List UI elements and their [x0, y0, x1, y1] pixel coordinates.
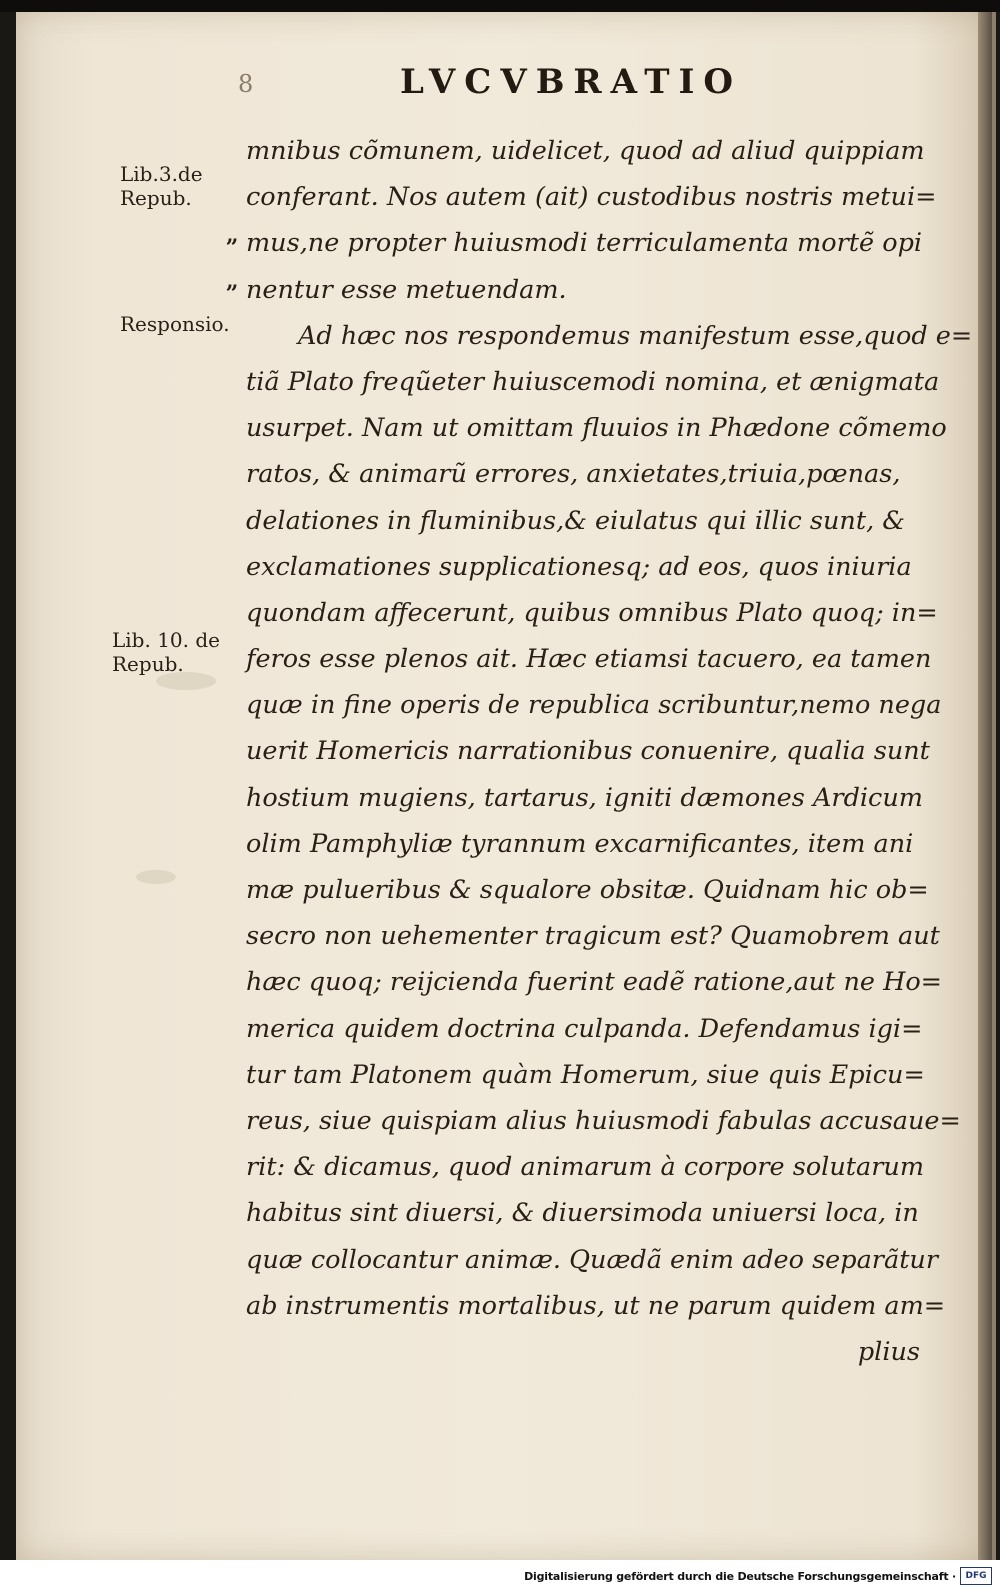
text-line: Ad hæc nos respondemus manifestum esse,quod e=: [298, 320, 973, 351]
text-line: ab instrumentis mortalibus, ut ne parum quidem am=: [246, 1290, 946, 1321]
margin-note-lib3: Lib.3.de Repub.: [120, 162, 203, 210]
text-line: rit: & dicamus, quod animarum à corpore solutarum: [246, 1152, 925, 1183]
text-line: quæ collocantur animæ. Quædã enim adeo separãtur: [246, 1244, 939, 1275]
digitization-credit: Digitalisierung gefördert durch die Deutsche Forschungsgemeinschaft ·: [524, 1570, 956, 1583]
text-line: merica quidem doctrina culpanda. Defendamus igi=: [246, 1013, 923, 1044]
catchword: plius: [857, 1336, 920, 1367]
text-line: mnibus cõmunem, uidelicet, quod ad aliud quippiam: [246, 136, 925, 166]
text-line: reus, siue quispiam alius huiusmodi fabulas accusaue=: [246, 1105, 961, 1136]
margin-note-lib10: Lib. 10. de Repub.: [112, 628, 220, 676]
running-head: LVCVBRATIO: [400, 62, 743, 102]
margin-note-responsio: Responsio.: [120, 312, 230, 336]
text-line: tur tam Platonem quàm Homerum, siue quis Epicu=: [246, 1059, 925, 1090]
page-number: 8: [238, 70, 254, 98]
text-line: ratos, & animarũ errores, anxietates,triuia,pœnas,: [246, 459, 901, 490]
text-line: exclamationes supplicationesq; ad eos, quos iniuria: [246, 551, 912, 582]
text-line: tiã Plato freqũeter huiuscemodi nomina, et ænigmata: [246, 366, 940, 397]
quote-mark: „: [226, 268, 239, 294]
text-line: mus,ne propter huiusmodi terriculamenta mortẽ opi: [246, 228, 923, 259]
text-line: feros esse plenos ait. Hæc etiamsi tacuero, ea tamen: [246, 644, 932, 675]
page-stain: [136, 870, 176, 884]
body-text: [246, 128, 973, 1375]
text-line: delationes in fluminibus,& eiulatus qui illic sunt, &: [246, 505, 906, 536]
quote-mark: „: [226, 222, 239, 248]
text-line: habitus sint diuersi, & diuersimoda uniuersi loca, in: [246, 1198, 919, 1229]
text-line: hæc quoq; reijcienda fuerint eadẽ ratione,aut ne Ho=: [246, 967, 943, 998]
text-line: olim Pamphyliæ tyrannum excarnificantes, item ani: [246, 828, 914, 859]
text-line: usurpet. Nam ut omittam fluuios in Phædone cõmemo: [246, 413, 947, 444]
text-line: mæ pulueribus & squalore obsitæ. Quidnam hic ob=: [246, 875, 929, 905]
text-line: secro non uehementer tragicum est? Quamobrem aut: [246, 921, 940, 952]
text-line: uerit Homericis narrationibus conuenire, qualia sunt: [246, 736, 930, 767]
text-line: nentur esse metuendam.: [246, 274, 567, 305]
dfg-logo-icon: DFG: [960, 1567, 992, 1585]
scan-background-top: [0, 0, 1000, 12]
text-line: quondam affecerunt, quibus omnibus Plato quoq; in=: [246, 597, 938, 628]
text-line: quæ in fine operis de republica scribuntur,nemo nega: [246, 690, 942, 721]
text-line: conferant. Nos autem (ait) custodibus nostris metui=: [246, 182, 937, 213]
text-line: hostium mugiens, tartarus, igniti dæmones Ardicum: [246, 782, 923, 813]
page-fore-edge: [978, 12, 992, 1560]
